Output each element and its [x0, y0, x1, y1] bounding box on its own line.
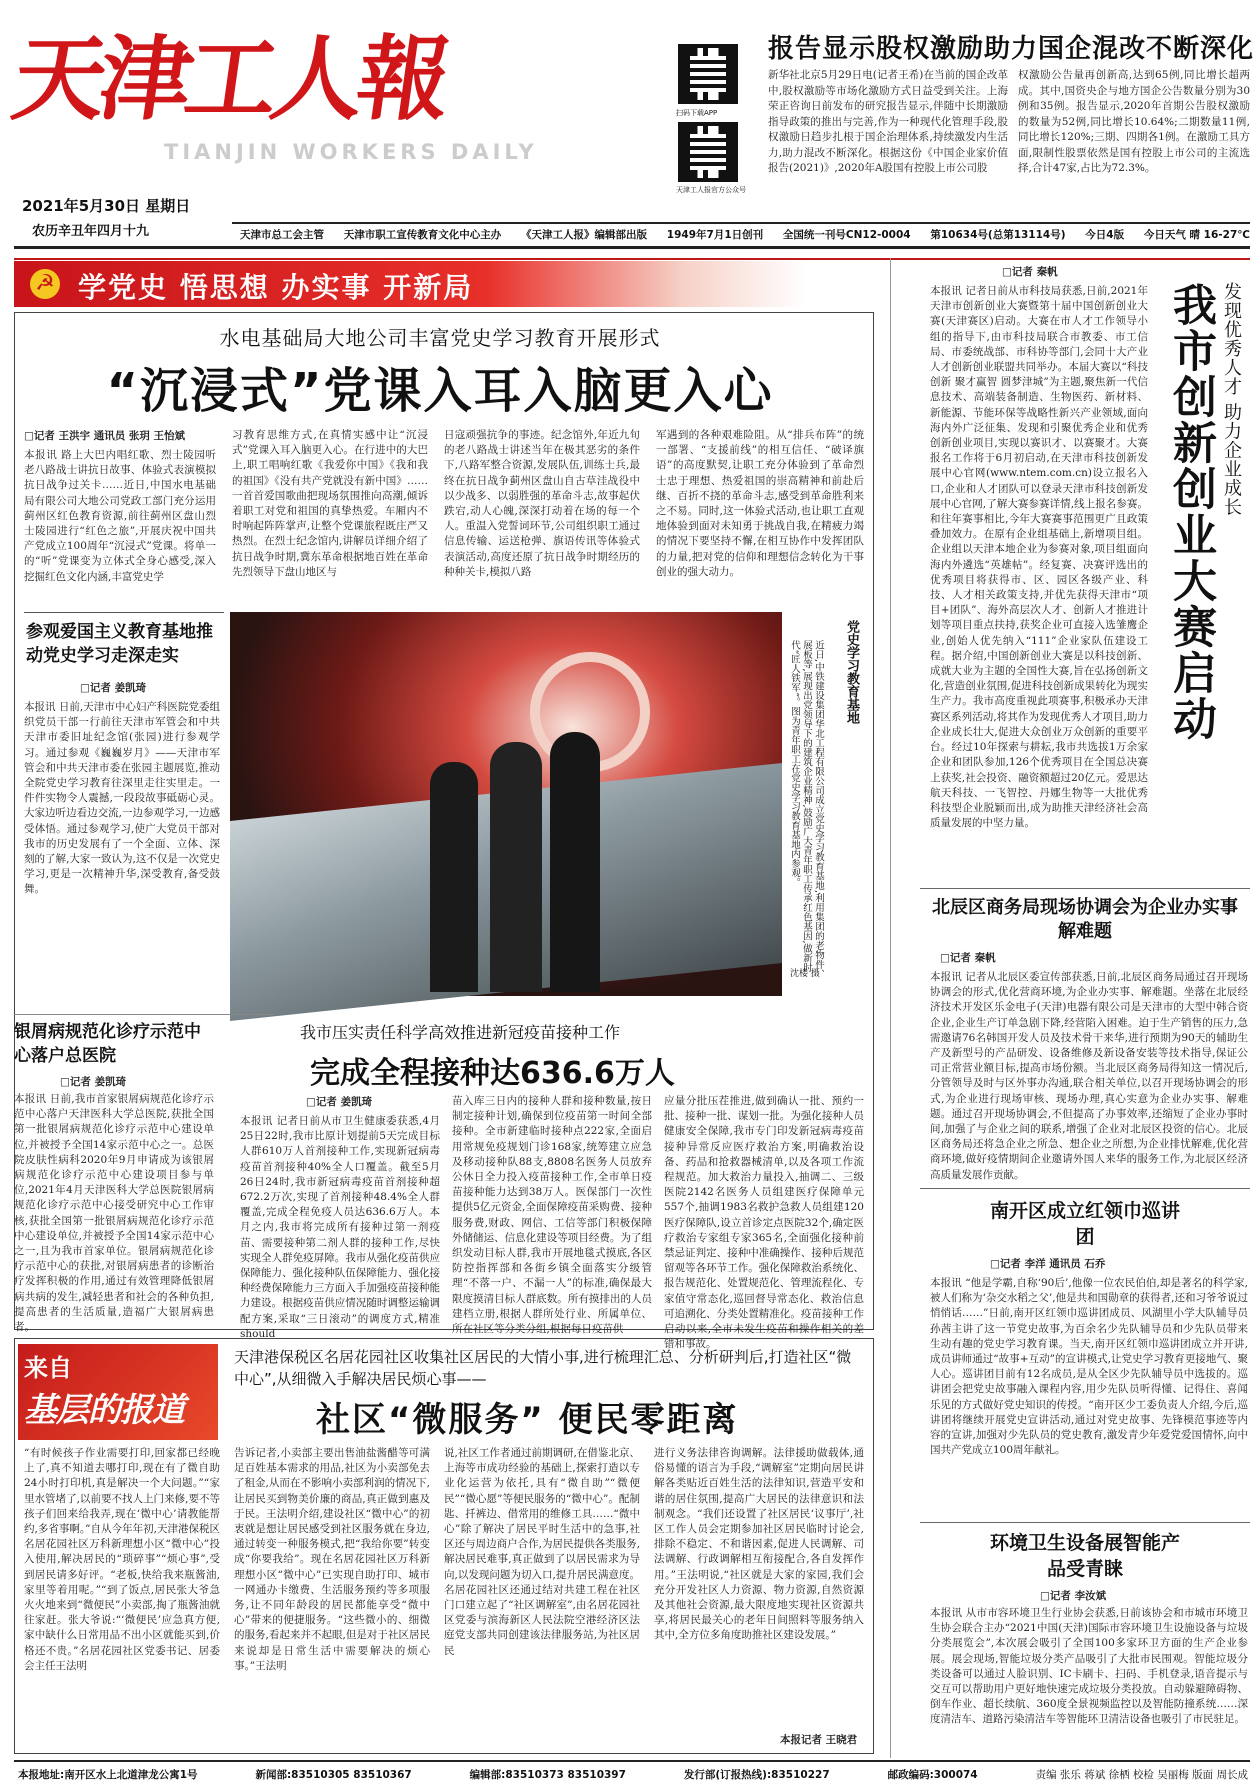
photo-person [430, 762, 478, 992]
footer-staff: 责编 张乐 蒋斌 徐栖 校检 吴丽梅 版面 周长成 [1035, 1769, 1248, 1781]
info-bar-item: 全国统一刊号CN12-0004 [782, 229, 911, 241]
top-story-text-right: 权激励公告量再创新高,达到65例,同比增长超两成。其中,国资央企与地方国企公告数量分别为30例和35例。报告显示,2020年首期公告股权激励的数量为52例,同比增长10.64%;二期数量11例,同比增长120%;三期、四期各1例。在激励工具方面,限制性股票依然是国有控股上市公司的主流选择,合计47家,占比为72.3%。 [1018, 69, 1250, 174]
lunar-date: 农历辛丑年四月十九 [32, 224, 150, 239]
grassroots-headline: 社区“微服务” 便民零距离 [316, 1400, 739, 1440]
footer [18, 1767, 1248, 1782]
lead-subtitle: 水电基础局大地公司丰富党史学习教育开展形式 [219, 326, 661, 350]
info-bar-item: 1949年7月1日创刊 [666, 229, 764, 241]
footer-address: 本报地址:南开区水上北道津龙公寓1号 [18, 1769, 198, 1781]
grassroots-col-4: 进行义务法律咨询调解。法律援助做载体,通俗易懂的语言为手段,“调解室”定期向居民讲解各类贴近百姓生活的法律知识,营造平安和谐的居住氛围,提高广大居民的法律意识和法制观念。“我们还设置了社区居民‘议事厅’,社区工作人员会定期参加社区居民临时讨论会,排除不稳定、不和谐因素,促进人民调解、司法调解、行政调解相互衔接配合,各自发挥作用。”王法明说,“社区就是大家的家园,我们会充分开发社区人力资源、物力资源,自然资源及其他社会资源,最大限度地实现社区资源共享,将居民最关心的老年日间照料等服务纳入其中,全方位多角度助推社区建设发展。” [654, 1447, 864, 1642]
clinic-headline: 银屑病规范化诊疗示范中心落户总医院 [14, 1022, 201, 1066]
wechat-qr-label: 天津工人报官方公众号 [676, 186, 746, 194]
info-bar-item: 《天津工人报》编辑部出版 [521, 229, 648, 241]
beichen-byline: □记者 秦帆 [940, 952, 996, 964]
education-headline: 参观爱国主义教育基地推动党史学习走深走实 [26, 622, 213, 666]
info-bar [240, 227, 1250, 242]
app-qr-label: 扫码下载APP [676, 109, 718, 117]
nankai-text: 本报讯 “他是学霸,自称‘90后’,他像一位农民伯伯,却是著名的科学家,被人们称为‘杂交水稻之父’,他是共和国勋章的获得者,还和习爷爷说过悄悄话……”日前,南开区红领巾巡讲团成员、风湖里小学大队辅导员孙茜主讲了这一节党史故事,为百余名少先队辅导员和少先队员带来生动有趣的党史学习教育课。当天,南开区红领巾巡讲团成立并开讲,成员讲师通过“故事+互动”的宣讲模式,让党史学习教育更接地气、聚人心。巡讲团目前有12名成员,是从全区少先队辅导员中选拔的。巡讲团会把党史故事融入课程内容,用少先队员听得懂、记得住、喜闻乐见的方式做好党史知识的传授。“南开区少工委负责人介绍,今后,巡讲团将继续开展党史宣讲活动,通过对党史故事、先锋模范事迹等内容的宣讲,加强对少先队员的党史教育,激发青少年爱党爱国情怀,向中国共产党成立100周年献礼。 [930, 1277, 1248, 1457]
top-story-headline: 报告显示股权激励助力国企混改不断深化 [768, 34, 1255, 64]
info-bar-item: 天津市职工宣传教育文化中心主办 [343, 229, 502, 241]
grassroots-col-2: 告诉记者,小卖部主要出售油盐酱醋等可满足百姓基本需求的用品,社区为小卖部免去了租金,从而在不影响小卖部利润的情况下,让居民买到物美价廉的商品,真正做到惠及于民。王法明介绍,建设社区“微中心”的初衷就是想让居民感受到社区服务就在身边,通过转变一种服务模式,把“我给你要”转变成“你要我给”。现在名居花园社区万科新理想小区“微中心”已实现自助打印、城市一网通办卡缴费、生活服务预约等多项服务,让不同年龄段的居民都能享受“微中心”带来的便捷服务。“这些微小的、细微的服务,看起来并不起眼,但是对于社区居民来说却是日常生活中需要解决的烦心事。”王法明 [234, 1447, 430, 1672]
vaccine-col-1: 本报讯 记者日前从市卫生健康委获悉,4月25日22时,我市比原计划提前5天完成目标人群610万人首剂接种工作,实现新冠病毒疫苗首剂接种40%全人口覆盖。截至5月26日24时,我市新冠病毒疫苗首剂接种超672.2万次,实现了首剂接种48.4%全人群覆盖,完成全程免疫人员达636.6万人。本月之内,我市将完成所有接种过第一剂疫苗、需要接种第二剂人群的接种工作,尽快实现全人群免疫屏障。我市从强化疫苗供应保障能力、强化接种队伍保障能力、强化接种经费保障能力三方面入手加强疫苗接种能力建设。根据疫苗供应情况随时调整运输调配方案,采取“三日滚动”的调度方式,精准should [240, 1115, 440, 1340]
clinic-byline: □记者 姜凯琦 [60, 1076, 127, 1088]
party-banner-box [14, 261, 874, 307]
vaccine-subtitle: 我市压实责任科学高效推进新冠疫苗接种工作 [300, 1023, 621, 1042]
vaccine-headline: 完成全程接种达636.6万人 [310, 1056, 675, 1091]
grassroots-tag-line1: 来自 [24, 1354, 72, 1382]
clinic-text: 本报讯 日前,我市首家银屑病规范化诊疗示范中心落户天津医科大学总医院,获批全国第一批银屑病规范化诊疗示范中心建设单位,并被授予全国14家示范中心之一。总医院皮肤性病科2020年9月申请成为该银屑病规范化诊疗示范中心建设项目参与单位,2021年4月天津医科大学总医院银屑病规范化诊疗示范中心接受研究中心工作审核,获批全国第一批银屑病规范化诊疗示范中心建设单位,并被授予全国14家示范中心之一,且为我市首家单位。银屑病规范化诊疗示范中心的获批,对银屑病患者的诊断治疗发挥积极的作用,通过有效管理降低银屑病共病的发生,减轻患者和社会的各种负担,提高患者的生活质量,造福广大银屑病患者。 [14, 1093, 214, 1334]
grassroots-tag [18, 1344, 218, 1440]
info-bar-item: 天津市总工会主管 [240, 229, 324, 241]
footer-postcode: 邮政编码:300074 [887, 1769, 978, 1781]
party-banner [14, 258, 1250, 260]
photo-caption-title: 党史学习教育基地 [844, 620, 859, 724]
party-banner-slogan: 学党史 悟思想 办实事 开新局 [78, 271, 474, 304]
photo-credit: 沈楼 摄 [790, 969, 820, 979]
footer-distribution: 发行部(订报热线):83510227 [683, 1769, 830, 1781]
info-bar-item: 今日4版 [1085, 229, 1125, 241]
nankai-headline: 南开区成立红领巾巡讲团 [990, 1200, 1181, 1248]
party-emblem-icon: ☭ [30, 269, 60, 299]
masthead-title-text: 天津工人報 [6, 25, 452, 133]
wechat-qr-code [678, 122, 738, 182]
vaccine-col-2: 苗入库三日内的接种人群和接种数量,按日制定接种计划,确保到位疫苗第一时间全部接种。全市新建临时接种点222家,全面启用常规免疫规划门诊168家,统筹建立应急及移动接种队88支,8808名医务人员放弃公休日全力投入疫苗接种工作,全市单日疫苗接种能力达到38万人。医保部门一次性提供5亿元资金,全面保障疫苗采购费、接种服务费,财政、网信、工信等部门积极保障外储储运、信息化建设等项目经费。为了组织发动目标人群,我市开展地毯式摸底,各区防控指挥部和各街乡镇全面落实分级管理“不落一户、不漏一人”的标准,确保最大限度摸清目标人群底数。所有摸排出的人员建档立册,根据人群所处行业、所属单位、所在社区等分类分组,根据每日疫苗供 [452, 1095, 652, 1336]
photo-caption: 近日,中铁建设集团华北工程有限公司成立党史学习教育基地,利用集团的老物件、展板等,展现出党领导下的建筑企业精神,鼓励广大青年职工传承红色基因,做新时代“匠人铁军”。图为青年职工在党史学习教育基地内参观。 [789, 640, 824, 979]
lead-col-3: 日寇顽强抗争的事迹。纪念馆外,年近九旬的老八路战士讲述当年在极其恶劣的条件下,八路军整合资源,发展队伍,训练士兵,最终在抗日战争蓟州区盘山自古草洼战役中以少战多、以弱胜强的革命斗志,故事起伏跌宕,动人心魄,深深打动着在场的每一个人。重温入党誓词环节,公司组织职工通过信息传输、运送枪弹、旗语传讯等体验式表演活动,高度还原了抗日战争时期经历的种种关卡,模拟八路 [444, 429, 640, 578]
grassroots-col-1: “有时候孩子作业需要打印,回家都已经晚上了,真不知道去哪打印,现在有了微自助24小时打印机,真是解决一个大问题。”“家里水管堵了,以前要不找人上门来修,要不等孩子们回来给我弄,现在‘微中心’请教能帮约,多省事啊。”自从今年年初,天津港保税区名居花园社区万科新理想小区“微中心”投入使用,解决居民的“琐碎事”“烦心事”,受到居民请多好评。“老板,快给我来瓶酱油,家里等着用呢。”“到了饭点,居民张大爷急火火地来到“微便民”小卖部,掏了瓶酱油就往家赶。张大爷说:“‘微便民’应急真方便,家中缺什么日常用品不出小区就能买到,价格还不贵。”名居花园社区党委书记、居委会主任王法明 [24, 1447, 220, 1672]
top-story-text-left: 新华社北京5月29日电(记者王希)在当前的国企改革中,股权激励等市场化激励方式日益受到关注。上海荣正咨询日前发布的研究报告显示,伴随中长期激励指导政策的推出与完善,作为一种现代化管理手段,股权激励日趋步扎根于国企治理体系,持续激发内生活力,助力混改不断深化。根据这份《中国企业家价值报告(2021)》,2020年A股国有控股上市公司股 [768, 69, 1008, 174]
grassroots-subtitle: 天津港保税区名居花园社区收集社区居民的大情小事,进行梳理汇总、分析研判后,打造社区“微中心”,从细微入手解决居民烦心事—— [234, 1348, 852, 1388]
nankai-byline: □记者 李洋 通讯员 石乔 [990, 1258, 1106, 1270]
lead-headline: “沉浸式”党课入耳入脑更入心 [106, 363, 774, 419]
beichen-headline: 北辰区商务局现场协调会为企业办实事解难题 [932, 897, 1238, 942]
lead-byline: □记者 王洪宇 通讯员 张玥 王怡斌 [24, 430, 186, 442]
app-qr-code [678, 44, 738, 104]
lead-col-4: 军遇到的各种艰难险阻。从“排兵布阵”的统一部署、“支援前线”的相互信任、“破译旗语”的高度默契,让职工充分体验到了革命烈士忠于理想、热爱祖国的崇高精神和前赴后继、百折不挠的革命斗志,感受到革命胜利来之不易。同时,这一体验式活动,也让职工直观地体验到面对未知勇于挑战自我,在精疲力竭的情况下要坚持不懈,在相互协作中发挥团队的力量,把对党的信仰和理想信念转化为干事创业的强大动力。 [656, 429, 864, 578]
footer-editorial: 编辑部:83510373 83510397 [469, 1769, 626, 1781]
education-byline: □记者 姜凯琦 [80, 682, 147, 694]
env-text: 本报讯 从市市容环境卫生行业协会获悉,日前该协会和市城市环境卫生协会联合主办“2021中国(天津)国际市容环境卫生设施设备与垃圾分类展览会”,本次展会吸引了全国100多家环卫方面的生产企业参展。展会现场,智能垃圾分类产品吸引了大批市民围观。智能垃圾分类设备可以通过人脸识别、IC卡刷卡、扫码、手机登录,语音提示与交互可以帮助用户更好地快速完成垃圾分类投放。自动躲避障碍物、倒车作业、超长续航、360度全景视频监控以及智能防撞系统……深度清洁车、道路污染清洁车等智能环卫清洁设备也吸引了市民驻足。 [930, 1607, 1248, 1726]
grassroots-col-3: 说,社区工作者通过前期调研,在借鉴北京、上海等市成功经验的基础上,探索打造以专业化运营为依托,具有“微自助”“微便民”“微心愿”等便民服务的“微中心”。配制匙、扦裤边、借常用的维修工具……“微中心”除了解决了居民平时生活中的急事,社区还与周边商户合作,为居民提供各类服务,解决居民难事,真正做到了以居民需求为导向,以发现问题为切入口,提升居民满意度。名居花园社区还通过结对共建工程在社区门口建立起了“社区调解室”,由名居花园社区党委与滨海新区人民法院空港经济区法庭党支部共同创建该法律服务站,为社区居民 [444, 1447, 640, 1657]
beichen-text: 本报讯 记者从北辰区委宣传部获悉,日前,北辰区商务局通过召开现场协调会的形式,优化营商环境,为企业办实事、解难题。坐落在北辰经济技术开发区乐金电子(天津)电器有限公司是天津市的大型中韩合资企业,企业生产订单急剧下降,经营陷入困难。迫于生产销售的压力,急需邀请76名韩国开发人员及技术骨干来华,进行预期为90天的辅助生产及新型号的产品研发、设备维修及新设备安装等技术指导,保证公司正常营业额目标,提高市场份额。当北辰区商务局得知这一情况后,分管领导及时与区外事办沟通,联合相关单位,以召开现场协调会的形式,为企业进行现场审核、现场办理,真心实意为企业办实事、解难题。通过召开现场协调会,不但提高了办事效率,还缩短了企业办事时间,加强了与企业之间的联系,增强了企业对北辰区投资的信心。北辰区商务局还将急企业之所急、想企业之所想,为企业排忧解难,优化营商环境,做好疫情期间企业邀请外国人来华的服务工作,为北辰区经济高质量发展作贡献。 [930, 971, 1248, 1181]
issue-date: 2021年5月30日 星期日 [22, 197, 191, 215]
lead-col-2: 习教育思维方式,在真情实感中让“沉浸式”党课入耳入脑更入心。在行进中的大巴上,职工唱响红歌《我爱你中国》《我和我的祖国》《没有共产党就没有新中国》……一首首爱国歌曲把现场氛围推向高潮,倾诉着职工对党和祖国的真挚热爱。车厢内不时响起阵阵掌声,让整个党课旅程既庄严又热烈。在烈士纪念馆内,讲解员详细介绍了抗日战争时期,冀东革命根据地百姓在革命先烈领导下盘山地区与 [232, 429, 428, 578]
photo-person [550, 732, 600, 992]
contest-headline: 我市创新创业大赛启动 [1165, 282, 1216, 742]
vaccine-byline: □记者 姜凯琦 [306, 1096, 373, 1108]
photo-person [490, 742, 542, 992]
info-bar-item: 今日天气 晴 16-27℃ [1143, 229, 1250, 241]
info-bar-item: 第10634号(总第13114号) [930, 229, 1066, 241]
news-photo [230, 612, 782, 996]
masthead-title-en: TIANJIN WORKERS DAILY [164, 140, 538, 164]
education-text: 本报讯 日前,天津市中心妇产科医院党委组织党员干部一行前往天津市军管会和中共天津市委旧址纪念馆(张园)进行参观学习。通过参观《巍巍岁月》——天津市军管会和中共天津市委在张园主题展览,推动全院党史学习教育往深里走往实里走。一件件实物令人震撼,一段段故事砥砺心灵。大家边听边看边交流,一边参观学习,一边感受体悟。通过参观学习,使广大党员干部对我市的历史发展有了一个全面、立体、深刻的了解,大家一致认为,这不仅是一次党史学习,更是一次精神升华,深受教育,备受鼓舞。 [24, 701, 220, 896]
env-byline: □记者 李汝斌 [1040, 1590, 1107, 1602]
contest-text: 本报讯 记者日前从市科技局获悉,日前,2021年天津市创新创业大赛暨第十届中国创新创业大赛(天津赛区)启动。大赛在市人才工作领导小组的指导下,由市科技局联合市教委、市工信局、市委统战部、市科协等部门,会同十大产业人才创新创业联盟共同举办。本届大赛以“科技创新 聚才赢智 圆梦津城”为主题,聚焦新一代信息技术、高端装备制造、生物医药、新材料、新能源、节能环保等战略性新兴产业领域,面向海内外广泛征集、发现和引聚优秀企业和优秀创新创业项目,实现以赛识才、以赛聚才。大赛报名工作将于6月初启动,在天津市科技创新发展中心官网(www.ntem.com.cn)设立报名入口,企业和人才团队可以登录天津市科技创新发展中心官网,了解大赛参赛详情,线上报名参赛。和往年赛事相比,今年大赛赛事范围更广且政策叠加效力。在原有企业组基础上,新增项目组。企业组以天津本地企业为参赛对象,项目组面向海内外遴选“英雄帖”。经复赛、决赛评选出的优秀项目将获得市、区、园区各级产业、科技、人才相关政策支持,并优先获得天津市“项目+团队”、海外高层次人才、创新人才推进计划等项目重点扶持,获奖企业可直接入选雏鹰企业,创始人优先纳入“111”企业家队伍建设工程。据介绍,中国创新创业大赛是以科技创新、成就大业为主题的全国性大赛,旨在弘扬创新文化,营造创业氛围,促进科技创新成果转化为现实生产力。我市高度重视此项赛事,积极承办天津赛区系列活动,将其作为发现优秀人才项目,助力企业成长壮大,促进大众创业万众创新的重要平台。经过10年探索与耕耘,我市共选拔1万余家企业和团队参加,126个优秀项目在全国总决赛上获奖,社会投资、融资额超过20亿元。爱思达航天科技、一飞智控、丹娜生物等一大批优秀科技型企业脱颖而出,成为助推天津经济社会高质量发展的中坚力量。 [930, 285, 1148, 830]
env-headline: 环境卫生设备展智能产品受青睐 [990, 1532, 1181, 1580]
grassroots-byline: 本报记者 王晓君 [780, 1734, 858, 1746]
masthead-title [6, 14, 538, 164]
contest-byline: □记者 秦帆 [1002, 266, 1058, 278]
grassroots-tag-line2: 基层的报道 [24, 1390, 184, 1429]
lead-col-1: 本报讯 路上大巴内唱红歌、烈士陵园听老八路战士讲抗日故事、体验式表演模拟抗日战争过关卡……近日,中国水电基础局有限公司大地公司党政工部门充分运用蓟州区红色教育资源,前往蓟州区盘山烈士陵园进行“红色之旅”,开展庆祝中国共产党成立100周年“沉浸式”党课。将单一的“听”党课变为立体式全身心感受,深入挖掘红色文化内涵,丰富党史学 [24, 449, 216, 583]
vaccine-col-3: 应量分批压茬推进,做到确认一批、预约一批、接种一批、谋划一批。为强化接种人员健康安全保障,我市专门印发新冠病毒疫苗接种异常反应医疗救治方案,明确救治设备、药品和抢救器械清单,以及各项工作流程规范。加大救治力量投入,抽调二、三级医院2142名医务人员组建医疗保障单元557个,抽调1983名救护急救人员组建120医疗保障队,设立首诊定点医院32个,确定医疗救治专家组专家365名,全面强化接种前禁忌证判定、接种中准确操作、接种后规范留观等各环节工作。强化保障救治系统化、报告规范化、处置规范化、管理流程化、专家值守常态化,巡回督导常态化、救治信息可追溯化、分类处置精准化。疫苗接种工作启动以来,全市未发生疫苗和操作相关的差错和事故。 [664, 1095, 864, 1351]
contest-kicker: 发现优秀人才 助力企业成长 [1221, 282, 1242, 517]
footer-newsroom: 新闻部:83510305 83510367 [255, 1769, 412, 1781]
